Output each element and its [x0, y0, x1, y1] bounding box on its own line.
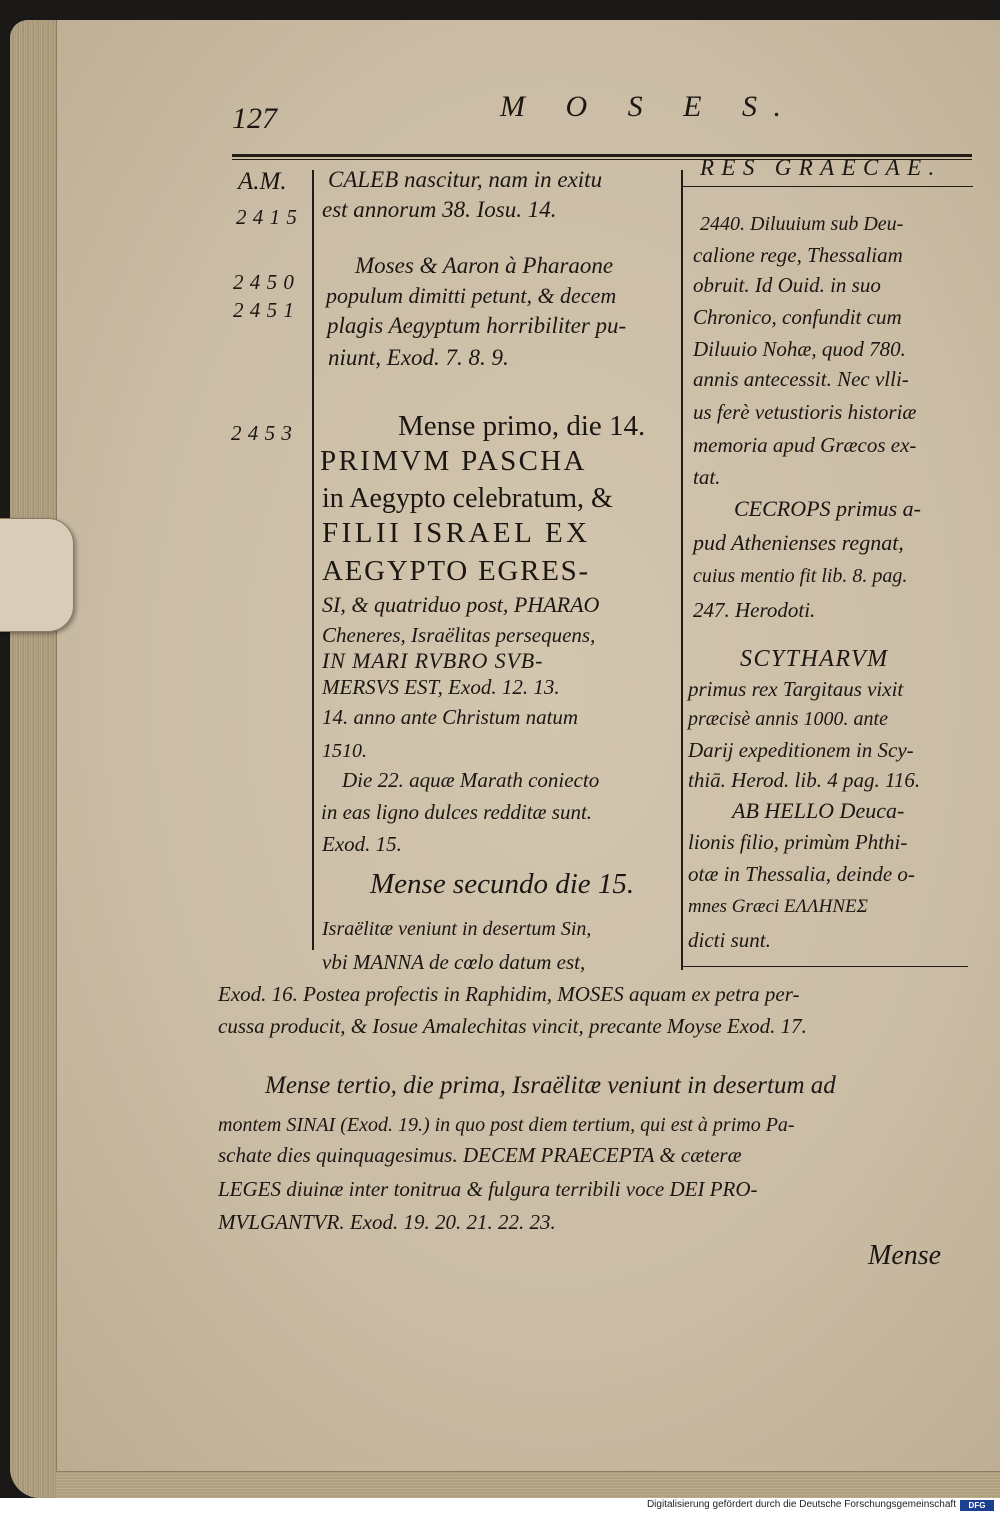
right-column-header: RES GRAECAE.	[700, 155, 942, 180]
text-line: plagis Aegyptum horribiliter pu-	[327, 313, 627, 338]
text-line: pud Athenienses regnat,	[693, 530, 904, 555]
text-line: MVLGANTVR. Exod. 19. 20. 21. 22. 23.	[218, 1210, 556, 1234]
digitization-footer	[0, 1498, 1000, 1514]
text-line: CALEB nascitur, nam in exitu	[328, 167, 603, 192]
text-line: Diluuio Nohæ, quod 780.	[693, 337, 906, 361]
right-header-rule	[683, 186, 973, 187]
heading-line: PRIMVM PASCHA	[320, 445, 587, 477]
text-line: lionis filio, primùm Phthi-	[688, 830, 908, 854]
page-tab-marker	[0, 518, 74, 632]
right-column-bottom-rule	[683, 966, 968, 967]
text-line: Die 22. aquæ Marath coniecto	[342, 768, 600, 792]
text-line: IN MARI RVBRO SVB-	[322, 648, 544, 673]
page-edges-bottom	[56, 1471, 1000, 1498]
text-line: cuius mentio fit lib. 8. pag.	[693, 565, 908, 587]
footer-credit: Digitalisierung gefördert durch die Deutsche Forschungsgemeinschaft	[646, 1499, 956, 1510]
text-line: primus rex Targitaus vixit	[688, 677, 904, 701]
column-rule-right	[681, 170, 683, 970]
text-line: LEGES diuinæ inter tonitrua & fulgura terribili voce DEI PRO-	[218, 1177, 758, 1201]
page-edges-left	[10, 20, 57, 1498]
text-line: calione rege, Thessaliam	[693, 243, 903, 267]
text-line: 2440. Diluuium sub Deu-	[700, 213, 904, 235]
column-rule-left	[312, 170, 314, 950]
text-line: CECROPS primus a-	[734, 496, 921, 521]
text-line: 1510.	[322, 740, 367, 762]
text-line: cussa producit, & Iosue Amalechitas vincit, precante Moyse Exod. 17.	[218, 1014, 807, 1038]
text-line: thiā. Herod. lib. 4 pag. 116.	[688, 768, 921, 792]
text-line: Chronico, confundit cum	[693, 305, 902, 329]
running-head: M O S E S.	[500, 90, 798, 123]
text-line: in eas ligno dulces redditæ sunt.	[321, 800, 593, 824]
text-line: vbi MANNA de cœlo datum est,	[322, 950, 586, 974]
heading-line: AEGYPTO EGRES-	[322, 555, 590, 587]
text-line: otæ in Thessalia, deinde o-	[688, 862, 915, 886]
text-line: dicti sunt.	[688, 928, 771, 952]
text-line: Israëlitæ veniunt in desertum Sin,	[322, 918, 592, 940]
text-line: us ferè vetustioris historiæ	[693, 400, 917, 424]
text-line: annis antecessit. Nec vlli-	[693, 367, 909, 391]
text-line: montem SINAI (Exod. 19.) in quo post diem tertium, qui est à primo Pa-	[218, 1114, 795, 1136]
text-line: est annorum 38. Iosu. 14.	[322, 197, 557, 222]
text-line: Mense secundo die 15.	[370, 868, 635, 900]
text-line: Exod. 16. Postea profectis in Raphidim, MOSES aquam ex petra per-	[218, 982, 800, 1006]
text-line: memoria apud Græcos ex-	[693, 433, 917, 457]
text-line: Darij expeditionem in Scy-	[688, 738, 914, 762]
text-line: obruit. Id Ouid. in suo	[693, 273, 881, 297]
dfg-logo: DFG	[960, 1500, 994, 1511]
text-line: schate dies quinquagesimus. DECEM PRAECEPTA & cæteræ	[218, 1143, 742, 1167]
text-line: populum dimitti petunt, & decem	[326, 283, 617, 308]
text-line: tat.	[693, 465, 721, 489]
text-line: in Aegypto celebratum, &	[322, 483, 613, 514]
text-line: 247. Herodoti.	[693, 598, 816, 622]
page-number: 127	[232, 102, 277, 135]
catchword: Mense	[868, 1240, 942, 1271]
text-line: niunt, Exod. 7. 8. 9.	[328, 345, 509, 370]
am-year: 2450	[233, 270, 301, 294]
text-line: Exod. 15.	[322, 832, 402, 856]
am-year: 2451	[233, 298, 301, 322]
text-line: Mense tertio, die prima, Israëlitæ veniunt in desertum ad	[265, 1072, 836, 1099]
text-line: 14. anno ante Christum natum	[322, 705, 579, 729]
text-line: mnes Græci ΕΛΛΗΝΕΣ	[688, 896, 868, 917]
text-line: Mense primo, die 14.	[398, 410, 646, 442]
heading-line: SCYTHARVM	[740, 646, 889, 672]
heading-line: FILII ISRAEL EX	[322, 517, 591, 549]
text-line: SI, & quatriduo post, PHARAO	[322, 592, 600, 617]
text-line: præcisè annis 1000. ante	[688, 708, 888, 730]
am-year: 2453	[231, 421, 299, 445]
am-header: A.M.	[238, 168, 287, 195]
text-line: Cheneres, Israëlitas persequens,	[322, 623, 596, 647]
text-line: AB HELLO Deuca-	[732, 798, 905, 823]
am-year: 2415	[236, 205, 304, 229]
text-line: Moses & Aaron à Pharaone	[355, 253, 614, 278]
text-line: MERSVS EST, Exod. 12. 13.	[322, 675, 560, 699]
